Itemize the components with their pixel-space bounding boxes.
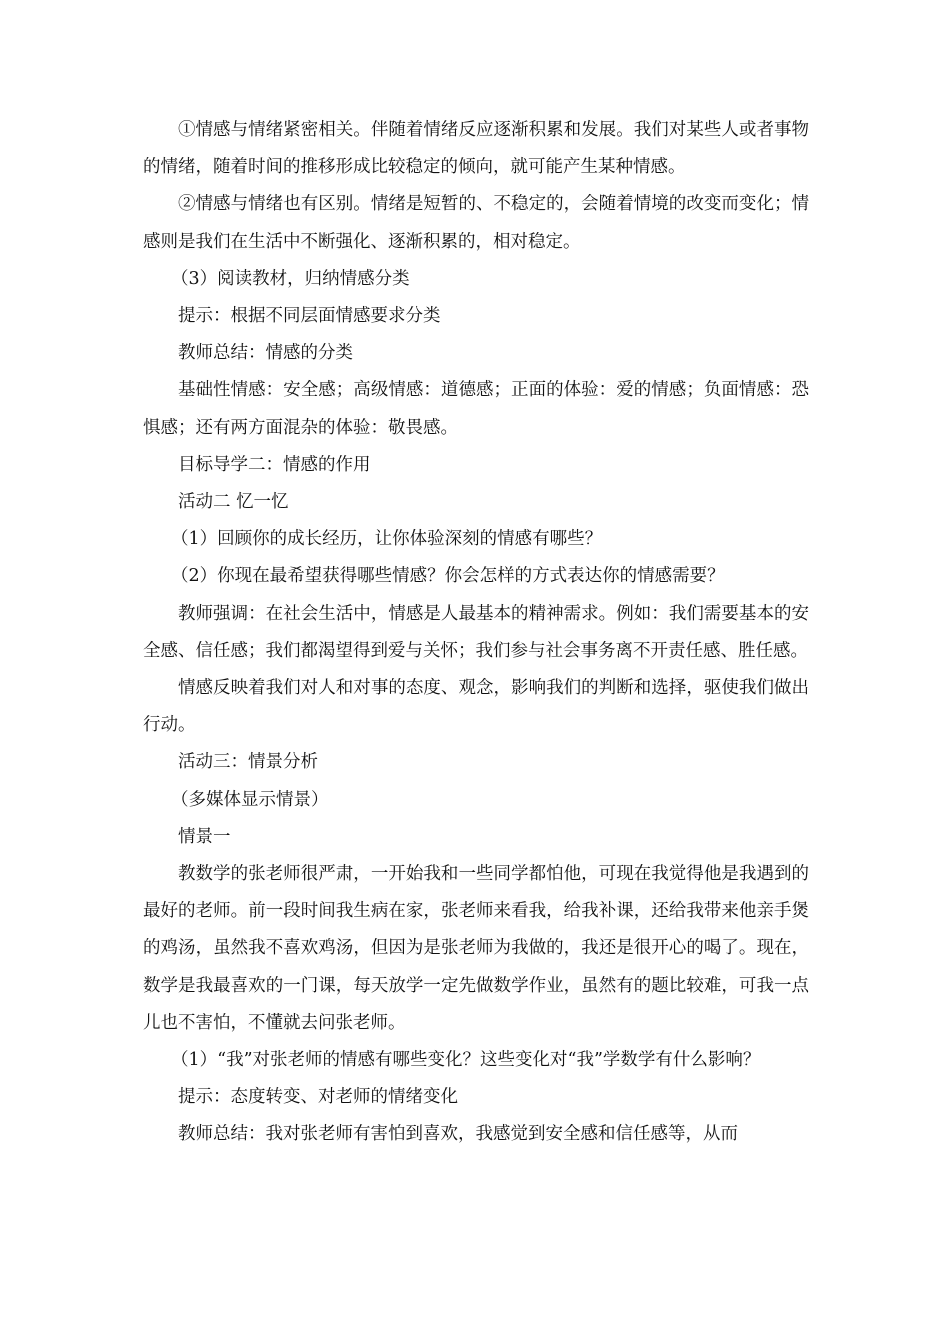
paragraph-emotion-difference: ②情感与情绪也有区别。情绪是短暂的、不稳定的，会随着情境的改变而变化；情感则是我们在生活中不断强化、逐渐积累的，相对稳定。 bbox=[143, 194, 809, 252]
paragraph-question-1: （1）回顾你的成长经历，让你体验深刻的情感有哪些？ bbox=[171, 529, 603, 550]
paragraph-activity-two-heading: 活动二 忆一忆 bbox=[178, 492, 289, 513]
paragraph-classify-task: （3）阅读教材，归纳情感分类 bbox=[171, 268, 410, 289]
paragraph-emotion-effect: 情感反映着我们对人和对事的态度、观念，影响我们的判断和选择，驱使我们做出行动。 bbox=[143, 678, 809, 736]
paragraph-scenario-one-heading: 情景一 bbox=[178, 826, 231, 847]
paragraph-multimedia-note: （多媒体显示情景） bbox=[171, 789, 329, 810]
paragraph-goal-two-heading: 目标导学二：情感的作用 bbox=[178, 454, 371, 475]
paragraph-question-2: （2）你现在最希望获得哪些情感？你会怎样的方式表达你的情感需要？ bbox=[171, 566, 725, 587]
paragraph-emotion-types: 基础性情感：安全感；高级情感：道德感；正面的体验：爱的情感；负面情感：恐惧感；还有两方面混杂的体验：敬畏感。 bbox=[143, 380, 809, 438]
paragraph-teacher-emphasis: 教师强调：在社会生活中，情感是人最基本的精神需求。例如：我们需要基本的安全感、信任感；我们都渴望得到爱与关怀；我们参与社会事务离不开责任感、胜任感。 bbox=[143, 603, 809, 661]
document-body bbox=[143, 112, 809, 1154]
paragraph-emotion-relation: ①情感与情绪紧密相关。伴随着情绪反应逐渐积累和发展。我们对某些人或者事物的情绪，随着时间的推移形成比较稳定的倾向，就可能产生某种情感。 bbox=[143, 120, 809, 178]
paragraph-hint-attitude: 提示：态度转变、对老师的情绪变化 bbox=[178, 1087, 458, 1108]
paragraph-hint-classify: 提示：根据不同层面情感要求分类 bbox=[178, 306, 441, 327]
paragraph-teacher-summary-final: 教师总结：我对张老师有害怕到喜欢，我感觉到安全感和信任感等，从而 bbox=[178, 1124, 738, 1145]
paragraph-teacher-summary-classify: 教师总结：情感的分类 bbox=[178, 343, 353, 364]
paragraph-activity-three-heading: 活动三：情景分析 bbox=[178, 752, 318, 773]
paragraph-scenario-question-1: （1）“我”对张老师的情感有哪些变化？这些变化对“我”学数学有什么影响？ bbox=[171, 1050, 761, 1071]
paragraph-scenario-one-story: 教数学的张老师很严肃，一开始我和一些同学都怕他，可现在我觉得他是我遇到的最好的老师。前一段时间我生病在家，张老师来看我，给我补课，还给我带来他亲手煲的鸡汤，虽然我不喜欢鸡汤，但因为是张老师为我做的，我还是很开心的喝了。现在，数学是我最喜欢的一门课，每天放学一定先做数学作业，虽然有的题比较难，可我一点儿也不害怕，不懂就去问张老师。 bbox=[143, 864, 809, 1033]
